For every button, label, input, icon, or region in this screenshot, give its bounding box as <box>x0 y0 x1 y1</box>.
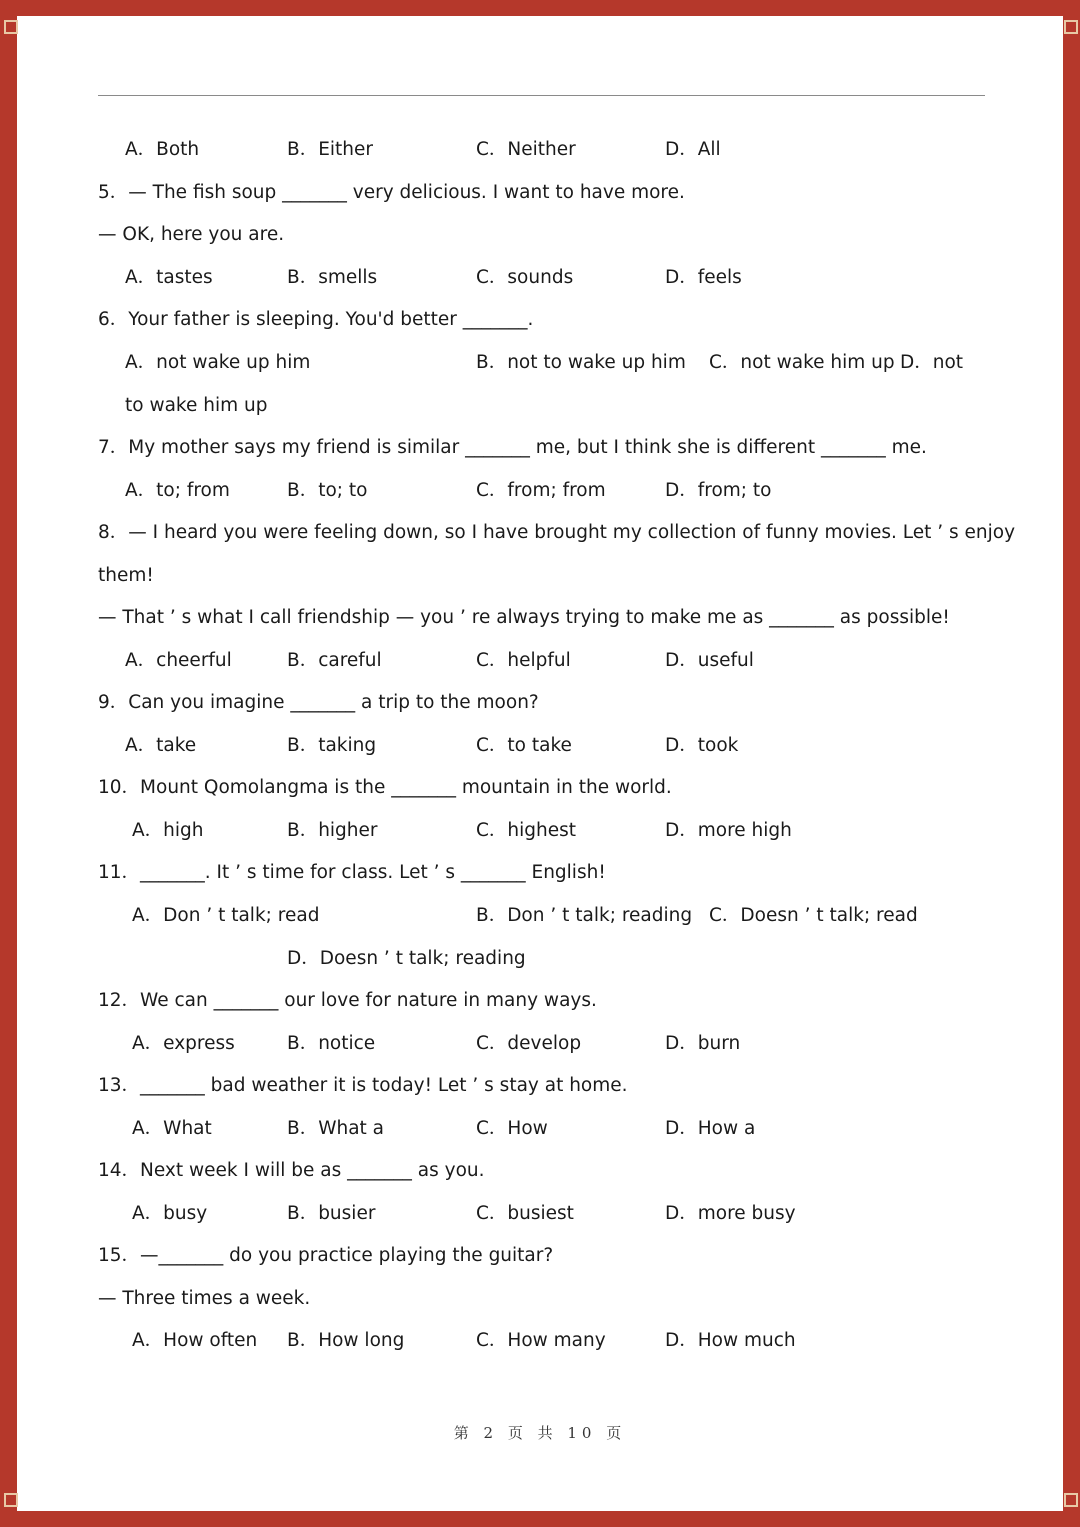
option-a: A．What <box>132 1118 212 1139</box>
option-c: C．highest <box>476 820 577 841</box>
question-stem: 14．Next week I will be as _______ as you. <box>98 1160 485 1181</box>
option-b: B．busier <box>287 1203 376 1224</box>
option-a: A．busy <box>132 1203 208 1224</box>
option-d: D．How a <box>665 1118 756 1139</box>
option-a: A．Don ’ t talk; read <box>132 905 320 926</box>
question-stem: 8．— I heard you were feeling down, so I have brought my collection of funny movies. Let ’ s enjoy <box>98 522 1016 543</box>
question-stem: 7．My mother says my friend is similar _______ me, but I think she is different _______ me. <box>98 437 927 458</box>
option-c: C．sounds <box>476 267 574 288</box>
option-d: D．All <box>665 139 721 160</box>
option-b: B．What a <box>287 1118 385 1139</box>
option-a: A．take <box>125 735 197 756</box>
option-c: C．not wake him up <box>709 352 895 373</box>
corner-ornament <box>1064 1493 1078 1507</box>
corner-ornament <box>4 20 18 34</box>
corner-ornament <box>1064 20 1078 34</box>
option-d: D．more busy <box>665 1203 796 1224</box>
question-stem: 12．We can _______ our love for nature in many ways. <box>98 990 597 1011</box>
option-a: A．not wake up him <box>125 352 311 373</box>
question-stem: 10．Mount Qomolangma is the _______ mountain in the world. <box>98 777 672 798</box>
option-a: A．How often <box>132 1330 258 1351</box>
option-c: C．from; from <box>476 480 606 501</box>
question-stem-continued: them! <box>98 565 154 586</box>
question-dialogue: — That ’ s what I call friendship — you ’ re always trying to make me as _______ as possible! <box>98 607 950 628</box>
page-number-footer: 第 2 页 共 10 页 <box>453 1424 627 1442</box>
option-a: A．express <box>132 1033 235 1054</box>
option-d: D．burn <box>665 1033 741 1054</box>
option-a: A．high <box>132 820 204 841</box>
question-stem: 11．_______. It ’ s time for class. Let ’ s _______ English! <box>98 862 606 883</box>
corner-ornament <box>4 1493 18 1507</box>
option-a: A．cheerful <box>125 650 232 671</box>
option-d: D．from; to <box>665 480 772 501</box>
option-c: C．Neither <box>476 139 576 160</box>
option-c: C．develop <box>476 1033 582 1054</box>
question-dialogue: — Three times a week. <box>98 1288 311 1309</box>
option-b: B．to; to <box>287 480 368 501</box>
option-b: B．smells <box>287 267 378 288</box>
option-d: D．useful <box>665 650 754 671</box>
option-d: D．not <box>900 352 964 373</box>
option-a: A．tastes <box>125 267 213 288</box>
option-d-continued: to wake him up <box>125 395 268 416</box>
question-stem: 15．—_______ do you practice playing the guitar? <box>98 1245 554 1266</box>
option-d: D．Doesn ’ t talk; reading <box>287 948 526 969</box>
option-c: C．busiest <box>476 1203 574 1224</box>
question-stem: 5．— The fish soup _______ very delicious. I want to have more. <box>98 182 685 203</box>
option-c: C．Doesn ’ t talk; read <box>709 905 918 926</box>
option-b: B．careful <box>287 650 382 671</box>
option-d: D．took <box>665 735 739 756</box>
question-stem: 6．Your father is sleeping. You'd better _______. <box>98 309 534 330</box>
option-c: C．How many <box>476 1330 606 1351</box>
option-c: C．helpful <box>476 650 571 671</box>
option-b: B．not to wake up him <box>476 352 686 373</box>
question-stem: 13．_______ bad weather it is today! Let ’ s stay at home. <box>98 1075 628 1096</box>
option-b: B．taking <box>287 735 377 756</box>
option-b: B．Either <box>287 139 373 160</box>
option-a: A．to; from <box>125 480 230 501</box>
option-d: D．feels <box>665 267 742 288</box>
option-a: A．Both <box>125 139 200 160</box>
option-c: C．How <box>476 1118 548 1139</box>
option-d: D．How much <box>665 1330 796 1351</box>
option-b: B．How long <box>287 1330 405 1351</box>
option-b: B．higher <box>287 820 378 841</box>
option-b: B．Don ’ t talk; reading <box>476 905 693 926</box>
header-rule <box>98 95 985 96</box>
option-b: B．notice <box>287 1033 376 1054</box>
option-c: C．to take <box>476 735 572 756</box>
question-dialogue: — OK, here you are. <box>98 224 285 245</box>
question-stem: 9．Can you imagine _______ a trip to the moon? <box>98 692 539 713</box>
option-d: D．more high <box>665 820 792 841</box>
